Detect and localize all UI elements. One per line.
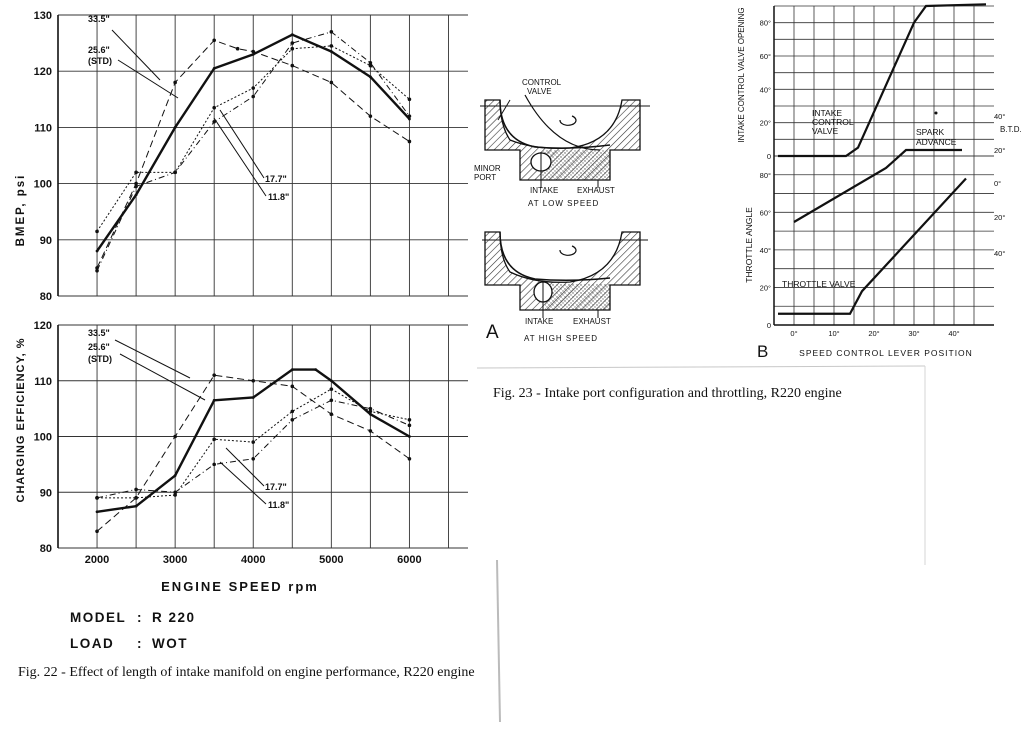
data-point <box>330 379 333 382</box>
data-point <box>173 171 177 175</box>
leader-line <box>115 340 190 378</box>
minor-port-label: MINOR <box>474 164 501 173</box>
data-point <box>290 385 294 389</box>
data-point <box>212 38 216 42</box>
intake-control-valve-label: INTAKE <box>812 108 843 118</box>
data-point <box>134 488 138 492</box>
model-label: MODEL <box>70 610 127 625</box>
figure-22-caption: Fig. 22 - Effect of length of intake manifold on engine performance, R220 engine <box>18 665 475 680</box>
x-tick-label: 6000 <box>397 554 422 566</box>
data-point <box>95 529 99 533</box>
leader-line <box>118 60 178 98</box>
data-point <box>212 463 216 467</box>
intake-control-valve-label: VALVE <box>812 126 839 136</box>
data-point <box>369 75 372 78</box>
data-point <box>314 368 317 371</box>
intake-valve-opening-y-label: INTAKE CONTROL VALVE OPENING <box>737 7 746 143</box>
intake-low-label: INTAKE <box>530 186 559 195</box>
leader-line <box>120 354 205 400</box>
data-point <box>236 47 240 51</box>
data-point <box>134 185 138 189</box>
high-speed-diagram <box>482 232 648 343</box>
annotation-33-5: 33.5" <box>88 14 110 24</box>
data-point <box>251 86 255 90</box>
x-tick-label: 2000 <box>84 554 110 566</box>
data-point <box>330 398 334 402</box>
y-tick-label: 110 <box>34 122 52 135</box>
scan-edge-line <box>497 560 500 722</box>
data-point <box>369 413 372 416</box>
x-tick-label: 30° <box>908 329 920 338</box>
data-point <box>408 98 412 102</box>
data-point <box>408 457 412 461</box>
data-point <box>96 250 99 253</box>
low-speed-label: AT LOW SPEED <box>528 199 600 208</box>
throttle-valve-label: THROTTLE VALVE <box>782 279 856 289</box>
data-point <box>369 429 373 433</box>
annotation-25-6: 25.6" <box>88 342 110 352</box>
x-tick-label: 4000 <box>240 554 266 566</box>
data-point <box>212 373 216 377</box>
y-tick-label: 110 <box>34 375 52 388</box>
data-point <box>251 457 255 461</box>
y-tick-label: 0 <box>766 152 771 161</box>
y-tick-label: 40° <box>759 245 771 255</box>
data-point <box>408 435 411 438</box>
y-tick-label: 80° <box>759 18 771 28</box>
data-point <box>212 106 216 110</box>
data-point <box>174 126 177 129</box>
intake-high-label: INTAKE <box>525 317 554 326</box>
throttling-chart <box>737 4 1022 361</box>
data-point <box>251 379 255 383</box>
data-point <box>330 387 334 391</box>
x-tick-label: 0° <box>790 329 798 338</box>
y-tick-label: 80° <box>759 170 771 180</box>
data-point <box>174 474 177 477</box>
leader-line <box>214 118 266 196</box>
y-tick-label: 90 <box>39 234 52 247</box>
exhaust-low-label: EXHAUST <box>577 186 615 195</box>
load-label: LOAD <box>70 636 115 651</box>
data-point <box>369 407 373 411</box>
y-tick-label: 80 <box>39 291 52 303</box>
data-point <box>96 510 99 513</box>
annotation-25-6: 25.6" <box>88 45 110 55</box>
annotation-std: (STD) <box>88 56 112 66</box>
control-valve-label: CONTROL <box>522 78 562 87</box>
data-point <box>212 437 216 441</box>
data-point <box>369 61 373 65</box>
bmep-y-axis-label: BMEP, psi <box>15 173 27 247</box>
y-tick-label: 40° <box>759 85 771 95</box>
data-point <box>290 41 294 45</box>
data-point <box>135 193 138 196</box>
b-x-axis-label: SPEED CONTROL LEVER POSITION <box>799 348 973 358</box>
data-point <box>408 140 412 144</box>
data-point <box>290 64 294 68</box>
model-load-block <box>70 610 196 651</box>
intake-control-valve-label: CONTROL <box>812 117 854 127</box>
throttle-angle-y-label: THROTTLE ANGLE <box>744 207 754 283</box>
data-point <box>330 30 334 34</box>
data-point <box>330 412 334 416</box>
scan-edge-line <box>477 366 925 368</box>
spark-advance-label: SPARK <box>916 127 945 137</box>
data-point <box>330 50 333 53</box>
data-point <box>330 81 334 85</box>
data-point <box>213 399 216 402</box>
port-diagram <box>474 78 650 343</box>
panel-a-label: A <box>486 322 499 343</box>
x-tick-label: 5000 <box>319 554 344 566</box>
data-point <box>408 118 411 121</box>
data-point <box>408 424 412 428</box>
y-tick-label: 60° <box>759 52 771 61</box>
y-tick-label: 100 <box>33 178 52 191</box>
data-point <box>290 418 294 422</box>
data-point <box>134 171 138 175</box>
minor-port-label-2: PORT <box>474 173 497 182</box>
high-speed-label: AT HIGH SPEED <box>524 334 599 343</box>
y-tick-label: 0 <box>766 321 771 330</box>
btdc-label: B.T.D. <box>1000 125 1022 134</box>
data-point <box>134 496 138 500</box>
data-point <box>173 81 177 85</box>
y-tick-label: 120 <box>33 66 52 79</box>
data-point <box>252 396 255 399</box>
annotation-11-8: 11.8" <box>268 192 290 202</box>
data-point <box>173 435 177 439</box>
data-point <box>291 368 294 371</box>
data-point <box>251 95 255 99</box>
x-axis-label: ENGINE SPEED rpm <box>161 579 319 594</box>
data-point <box>408 114 412 118</box>
data-point <box>173 490 177 494</box>
leader-line <box>220 462 266 504</box>
y-tick-label: 90 <box>39 487 52 500</box>
intake-control-valve-line <box>778 4 986 156</box>
data-point <box>95 230 99 234</box>
y-tick-label: 120 <box>33 320 52 332</box>
data-point <box>95 269 99 273</box>
y-tick-label: 130 <box>33 10 52 22</box>
y-tick-label: 20° <box>759 283 771 293</box>
low-speed-diagram <box>474 78 650 208</box>
charging-efficiency-chart <box>15 320 468 594</box>
annotation-17-7: 17.7" <box>265 482 287 492</box>
leader-line <box>220 110 264 178</box>
x-tick-label: 40° <box>948 329 960 338</box>
stray-dot <box>935 112 938 115</box>
data-point <box>291 33 294 36</box>
y-tick-label: 20° <box>759 118 771 128</box>
x-tick-label: 10° <box>828 329 840 338</box>
y-tick-label: 100 <box>33 431 52 444</box>
data-point <box>213 67 216 70</box>
model-value: R 220 <box>152 610 196 625</box>
spark-tick-label: 20° <box>994 213 1006 222</box>
annotation-std: (STD) <box>88 354 112 364</box>
data-point <box>290 47 294 51</box>
x-tick-label: 20° <box>868 329 880 338</box>
data-point <box>135 505 138 508</box>
y-tick-label: 60° <box>759 208 771 218</box>
charging-efficiency-y-axis-label: CHARGING EFFICIENCY, % <box>15 337 27 503</box>
spark-tick-label: 40° <box>994 112 1006 121</box>
data-point <box>95 496 99 500</box>
load-value: WOT <box>152 636 188 651</box>
throttle-valve-line <box>778 179 966 314</box>
data-point <box>290 410 294 414</box>
annotation-33-5: 33.5" <box>88 328 110 338</box>
x-tick-label: 3000 <box>162 554 188 566</box>
spark-tick-label: 20° <box>994 146 1006 155</box>
data-point <box>330 44 334 48</box>
model-sep: : <box>137 610 143 625</box>
y-tick-label: 80 <box>39 543 52 555</box>
exhaust-high-label: EXHAUST <box>573 317 611 326</box>
data-point <box>251 440 255 444</box>
bmep-chart <box>15 10 468 303</box>
data-point <box>408 418 412 422</box>
figure-23-caption: Fig. 23 - Intake port configuration and throttling, R220 engine <box>493 386 842 401</box>
load-sep: : <box>137 636 143 651</box>
spark-advance-label: ADVANCE <box>916 137 957 147</box>
data-point <box>252 53 255 56</box>
annotation-11-8: 11.8" <box>268 500 290 510</box>
spark-tick-label: 40° <box>994 249 1006 258</box>
panel-b-label: B <box>757 342 769 361</box>
control-valve-label-2: VALVE <box>527 87 552 96</box>
data-point <box>369 114 373 118</box>
annotation-17-7: 17.7" <box>265 174 287 184</box>
spark-tick-label: 0° <box>994 179 1002 188</box>
